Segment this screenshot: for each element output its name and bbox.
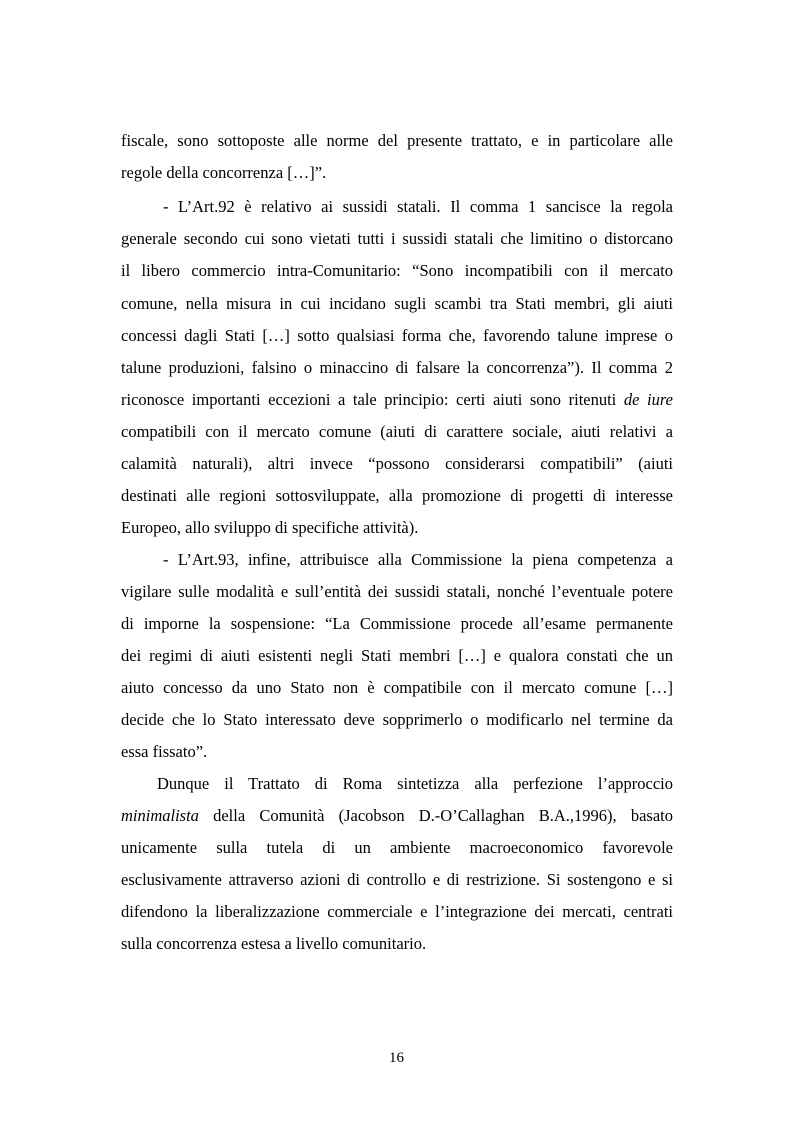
text-line: - L’Art.93, infine, attribuisce alla Commissione la piena competenza a [163, 550, 673, 569]
text-line: decide che lo Stato interessato deve sopprimerlo o modificarlo nel termine da [121, 710, 673, 729]
text-line: Dunque il Trattato di Roma sintetizza alla perfezione l’approccio [157, 774, 673, 793]
text-line [121, 805, 673, 827]
text-line: - L’Art.92 è relativo ai sussidi statali. Il comma 1 sancisce la regola [163, 197, 673, 216]
text-line: unicamente sulla tutela di un ambiente macroeconomico favorevole [121, 838, 673, 857]
text-line: di imporne la sospensione: “La Commissione procede all’esame permanente [121, 614, 673, 633]
text-line: difendono la liberalizzazione commerciale e l’integrazione dei mercati, centrati [121, 902, 673, 921]
text-line: calamità naturali), altri invece “possono considerarsi compatibili” (aiuti [121, 454, 673, 473]
text-line: comune, nella misura in cui incidano sugli scambi tra Stati membri, gli aiuti [121, 294, 673, 313]
text-line: regole della concorrenza […]”. [121, 163, 327, 182]
italic-term: de iure [623, 390, 674, 409]
text-line: talune produzioni, falsino o minaccino di falsare la concorrenza”). Il comma 2 [121, 358, 673, 377]
text-line: essa fissato”. [121, 742, 208, 761]
text-line: generale secondo cui sono vietati tutti i sussidi statali che limitino o distorcano [121, 229, 673, 248]
page-number: 16 [389, 1050, 404, 1066]
text-line: concessi dagli Stati […] sotto qualsiasi forma che, favorendo talune imprese o [121, 326, 673, 345]
text-segment: riconosce importanti eccezioni a tale principio: certi aiuti sono ritenuti [121, 390, 617, 409]
text-line: il libero commercio intra-Comunitario: “Sono incompatibili con il mercato [121, 261, 673, 280]
text-line [121, 389, 673, 411]
text-line: dei regimi di aiuti esistenti negli Stati membri […] e qualora constati che un [121, 646, 673, 665]
text-line: fiscale, sono sottoposte alle norme del presente trattato, e in particolare alle [121, 131, 673, 150]
text-line: esclusivamente attraverso azioni di controllo e di restrizione. Si sostengono e si [121, 870, 673, 889]
text-line: vigilare sulle modalità e sull’entità dei sussidi statali, nonché l’eventuale potere [121, 582, 673, 601]
text-line: sulla concorrenza estesa a livello comunitario. [121, 934, 427, 953]
text-line: Europeo, allo sviluppo di specifiche attività). [121, 518, 419, 537]
text-line: aiuto concesso da uno Stato non è compatibile con il mercato comune […] [121, 678, 673, 697]
text-line: destinati alle regioni sottosviluppate, alla promozione di progetti di interesse [121, 486, 673, 505]
text-segment: della Comunità (Jacobson D.-O’Callaghan B.A.,1996), basato [213, 806, 673, 825]
text-line: compatibili con il mercato comune (aiuti di carattere sociale, aiuti relativi a [121, 422, 673, 441]
italic-term: minimalista [121, 806, 199, 825]
